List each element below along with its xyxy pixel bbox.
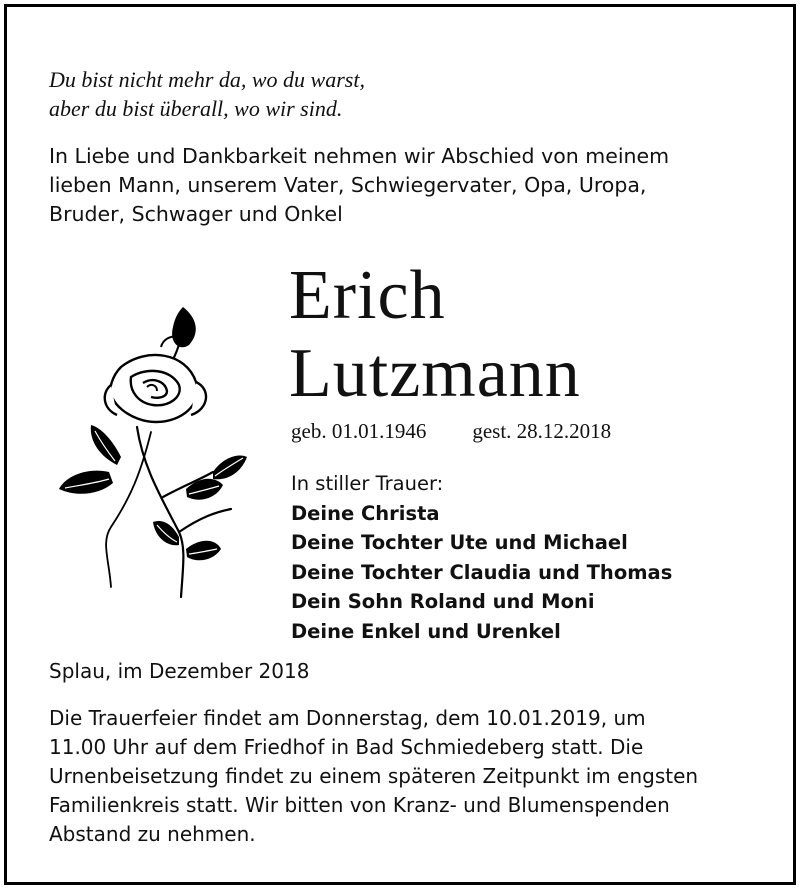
funeral-line: Familienkreis statt. Wir bitten von Kranz- und Blumenspenden [49,793,670,817]
place-date: Splau, im Dezember 2018 [49,659,310,683]
mourner-name: Deine Enkel und Urenkel [291,619,561,643]
deceased-name [289,257,581,413]
mourner-name: Dein Sohn Roland und Moni [291,590,595,613]
first-name: Erich [289,257,446,334]
obituary-notice [4,4,796,885]
death-date: gest. 28.12.2018 [472,419,612,443]
funeral-line: Abstand zu nehmen. [49,822,256,846]
mourner-name: Deine Christa [291,501,440,525]
poem-line: Du bist nicht mehr da, wo du warst, [49,67,365,92]
intro-line: In Liebe und Dankbarkeit nehmen wir Abschied von meinem [49,144,670,168]
birth-date: geb. 01.01.1946 [291,419,427,443]
life-dates [291,417,611,445]
mourners-block [291,469,672,646]
rose-icon [51,297,251,617]
intro-line: lieben Mann, unserem Vater, Schwiegervater, Opa, Uropa, [49,173,647,197]
intro-text [49,142,749,229]
poem [49,65,365,123]
mourner-name: Deine Tochter Claudia und Thomas [291,560,673,584]
funeral-line: Urnenbeisetzung findet zu einem späteren Zeitpunkt im engsten [49,764,699,788]
last-name: Lutzmann [289,335,581,412]
intro-line: Bruder, Schwager und Onkel [49,202,343,226]
mourner-name: Deine Tochter Ute und Michael [291,531,628,554]
mourners-heading: In stiller Trauer: [291,472,444,495]
funeral-info [49,704,789,849]
poem-line: aber du bist überall, wo wir sind. [49,96,343,121]
funeral-line: Die Trauerfeier findet am Donnerstag, dem 10.01.2019, um [49,706,646,730]
funeral-line: 11.00 Uhr auf dem Friedhof in Bad Schmiedeberg statt. Die [49,735,644,759]
